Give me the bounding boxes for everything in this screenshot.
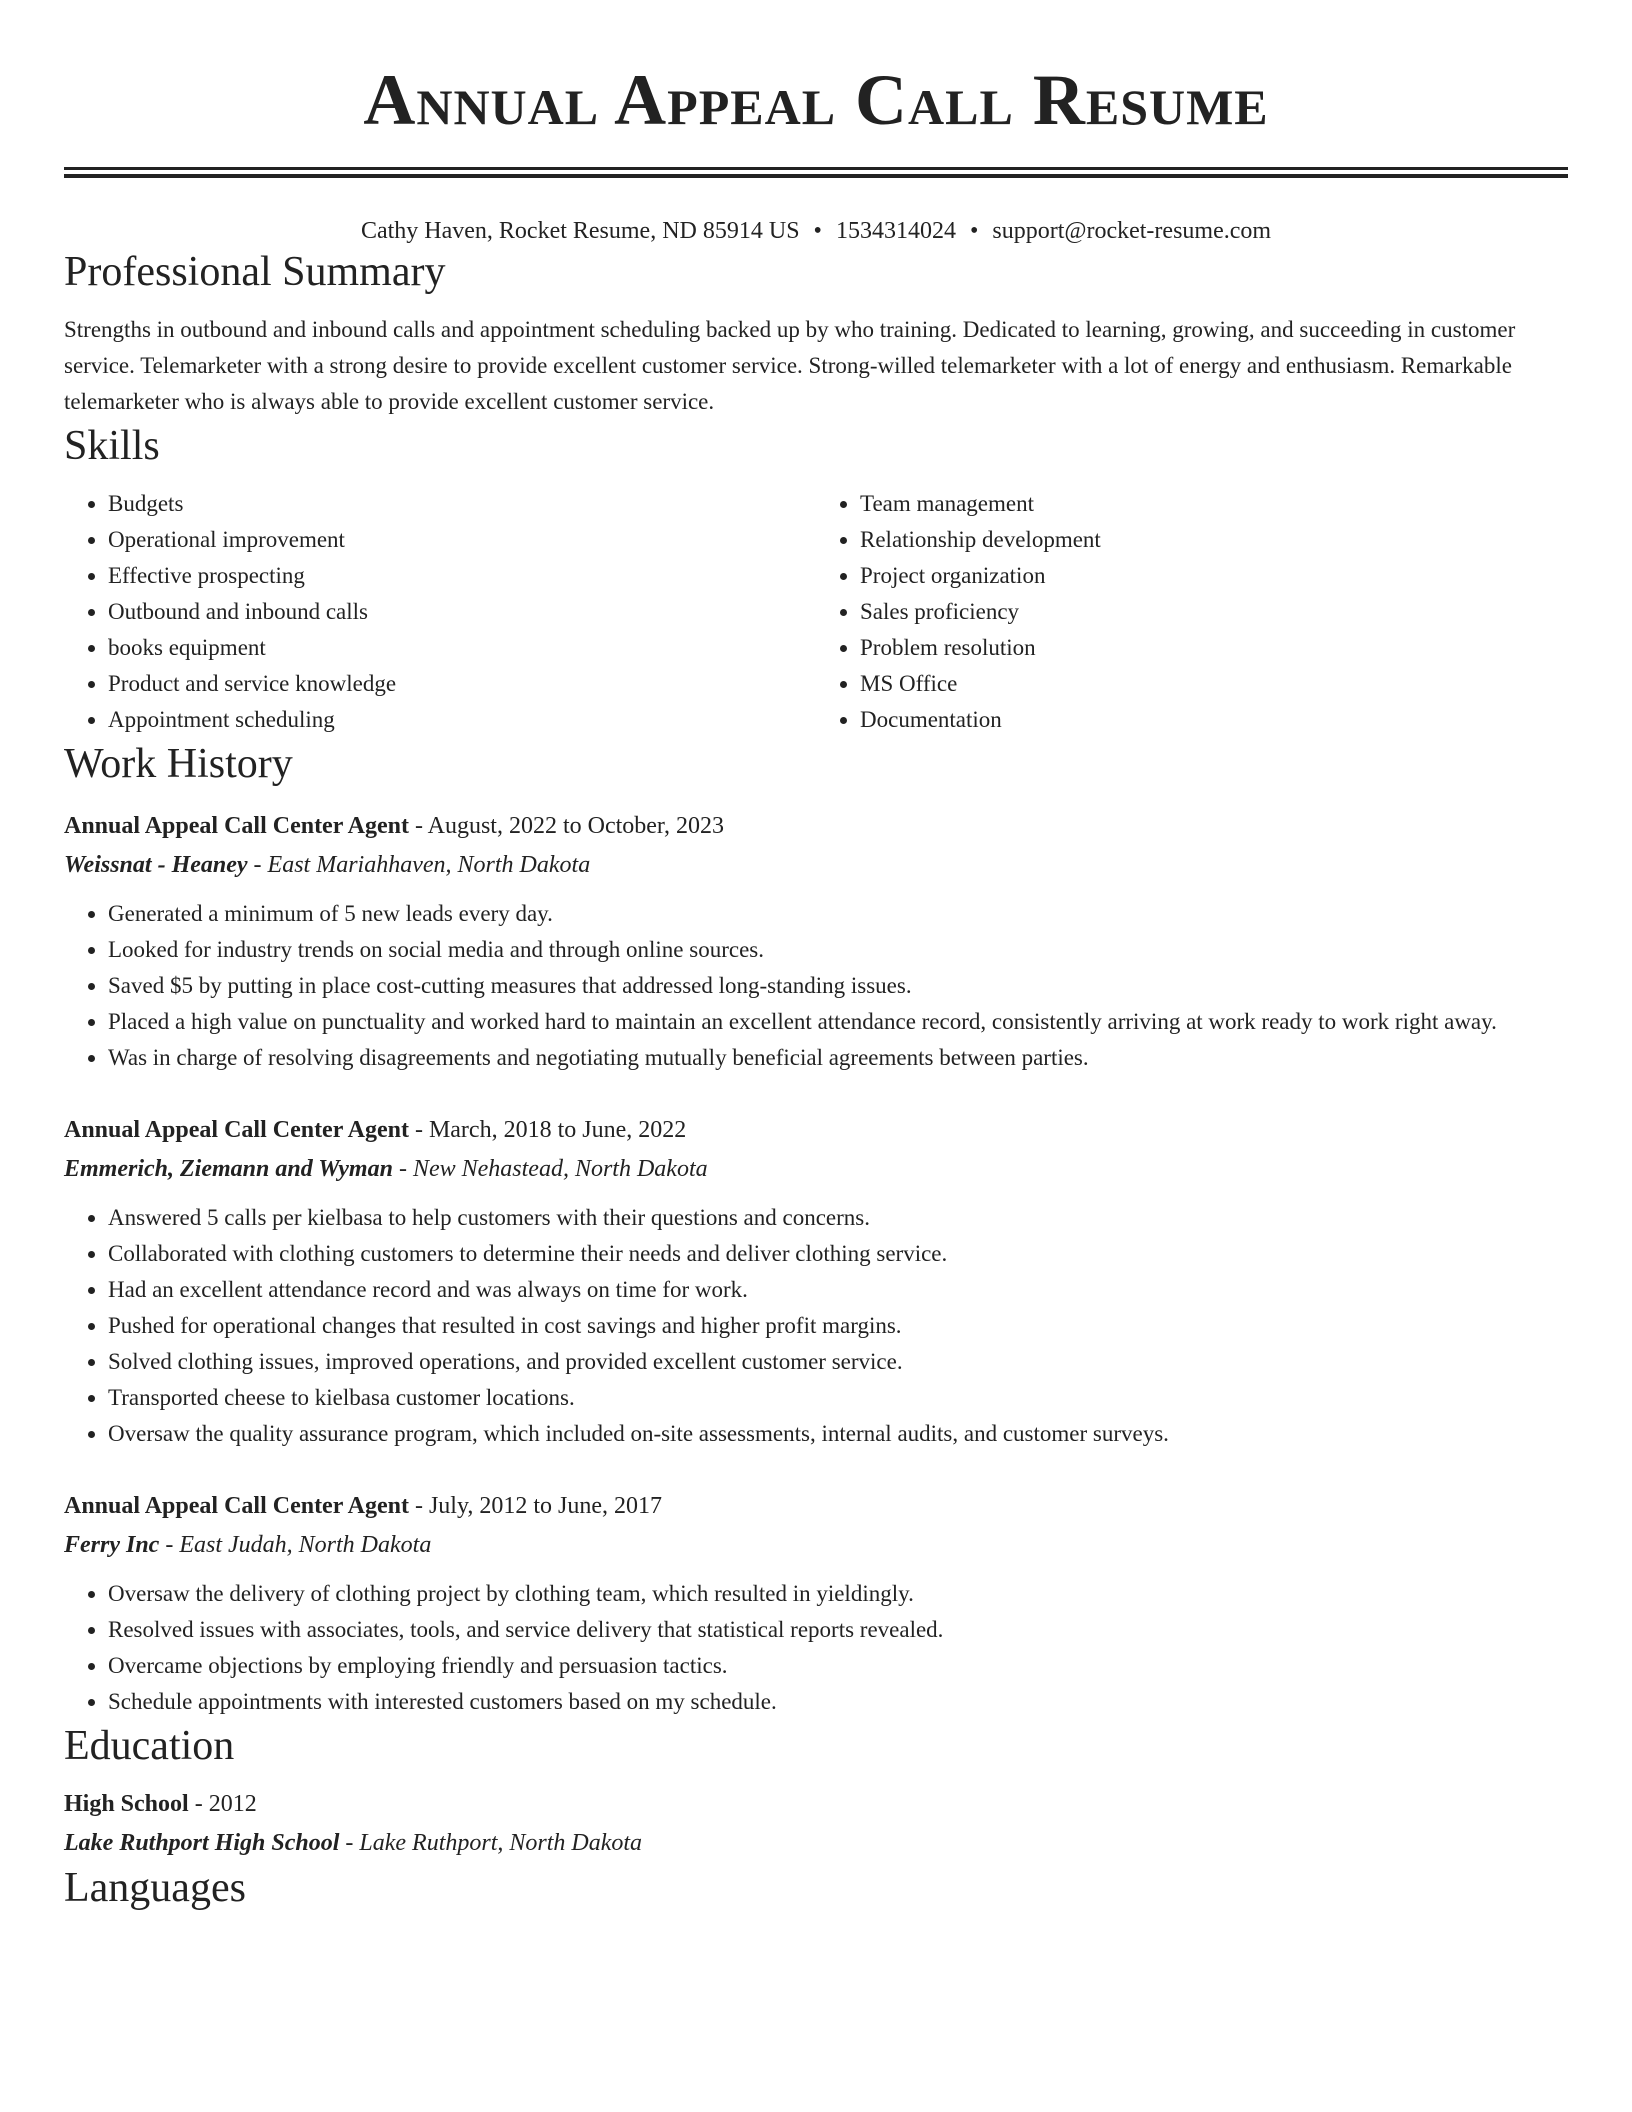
summary-text: Strengths in outbound and inbound calls and appointment scheduling backed up by who training. Dedicated to learning, growing, and succeeding in customer service. Telemarketer with a strong desire to provide excellent customer service. Strong-willed telemarketer with a lot of energy and enthusiasm. Remarkable telemarketer who is always able to provide excellent customer service. [64, 317, 1516, 414]
contact-line [64, 216, 1568, 246]
job-bullet: • Was in charge of resolving disagreements and negotiating mutually beneficial agreements between parties. [108, 1040, 1568, 1076]
job-bullet: • Oversaw the delivery of clothing project by clothing team, which resulted in yieldingly. [108, 1576, 1568, 1612]
job-bullet: • Generated a minimum of 5 new leads every day. [108, 896, 1568, 932]
job-bullet: • Oversaw the quality assurance program, which included on-site assessments, internal audits, and customer surveys. [108, 1416, 1568, 1452]
job-bullet: • Answered 5 calls per kielbasa to help customers with their questions and concerns. [108, 1200, 1568, 1236]
job-entry [64, 1110, 1568, 1452]
job-bullet: • Schedule appointments with interested customers based on my schedule. [108, 1684, 1568, 1720]
skills-list-left [64, 486, 816, 738]
skills-list-right [816, 486, 1568, 738]
graduation-year: 2012 [208, 1791, 257, 1817]
languages-heading: Languages [64, 1865, 246, 1911]
job-bullet: • Looked for industry trends on social media and through online sources. [108, 932, 1568, 968]
skill-item: • books equipment [108, 630, 816, 666]
job-bullets [64, 1576, 1568, 1720]
work-history-heading: Work History [64, 741, 293, 787]
skill-item: • Effective prospecting [108, 558, 816, 594]
company-location: New Nehastead, North Dakota [412, 1156, 708, 1182]
job-dates: March, 2018 to June, 2022 [428, 1117, 687, 1143]
job-bullets [64, 1200, 1568, 1452]
skill-item: • Sales proficiency [860, 594, 1568, 630]
job-bullet: • Resolved issues with associates, tools, and service delivery that statistical reports revealed. [108, 1612, 1568, 1648]
skill-item: • Budgets [108, 486, 816, 522]
job-bullet: • Overcame objections by employing friendly and persuasion tactics. [108, 1648, 1568, 1684]
contact-separator: • [813, 218, 822, 244]
skill-item: • Relationship development [860, 522, 1568, 558]
degree-line: High School - 2012 [64, 1791, 257, 1817]
job-dates: August, 2022 to October, 2023 [427, 813, 724, 839]
company-line: Emmerich, Ziemann and Wyman - New Nehastead, North Dakota [64, 1156, 708, 1182]
skill-item: • MS Office [860, 666, 1568, 702]
skill-item: • Problem resolution [860, 630, 1568, 666]
title-divider [64, 167, 1568, 178]
company-line: Ferry Inc - East Judah, North Dakota [64, 1532, 432, 1558]
job-bullet: • Transported cheese to kielbasa customer locations. [108, 1380, 1568, 1416]
job-bullet: • Had an excellent attendance record and was always on time for work. [108, 1272, 1568, 1308]
resume-page [64, 0, 1568, 1914]
company-name: Emmerich, Ziemann and Wyman [64, 1156, 393, 1182]
job-bullet: • Collaborated with clothing customers to determine their needs and deliver clothing service. [108, 1236, 1568, 1272]
job-title-line: Annual Appeal Call Center Agent - August, 2022 to October, 2023 [64, 813, 724, 839]
company-line: Weissnat - Heaney - East Mariahhaven, North Dakota [64, 852, 591, 878]
resume-title: Annual Appeal Call Resume [363, 60, 1269, 140]
skill-item: • Team management [860, 486, 1568, 522]
contact-address: Cathy Haven, Rocket Resume, ND 85914 US [360, 218, 800, 244]
job-entry [64, 1486, 1568, 1720]
school-location: Lake Ruthport, North Dakota [359, 1830, 643, 1856]
company-location: East Judah, North Dakota [179, 1532, 432, 1558]
job-title: Annual Appeal Call Center Agent [64, 1493, 409, 1519]
skill-item: • Outbound and inbound calls [108, 594, 816, 630]
education-heading: Education [64, 1723, 235, 1769]
job-bullet: • Solved clothing issues, improved operations, and provided excellent customer service. [108, 1344, 1568, 1380]
contact-email[interactable]: support@rocket-resume.com [992, 218, 1272, 244]
job-title-line: Annual Appeal Call Center Agent - July, 2012 to June, 2017 [64, 1493, 663, 1519]
contact-separator: • [969, 218, 979, 244]
school-name: Lake Ruthport High School [64, 1830, 340, 1856]
skills-heading: Skills [64, 423, 160, 469]
skill-item: • Appointment scheduling [108, 702, 816, 738]
job-bullet: • Saved $5 by putting in place cost-cutting measures that addressed long-standing issues. [108, 968, 1568, 1004]
job-bullets [64, 896, 1568, 1076]
contact-phone: 1534314024 [835, 218, 956, 244]
job-title: Annual Appeal Call Center Agent [64, 1117, 409, 1143]
skill-item: • Product and service knowledge [108, 666, 816, 702]
degree-name: High School [64, 1791, 189, 1817]
company-name: Weissnat - Heaney [64, 852, 248, 878]
job-bullet: • Pushed for operational changes that resulted in cost savings and higher profit margins. [108, 1308, 1568, 1344]
skill-item: • Project organization [860, 558, 1568, 594]
education-entry [64, 1784, 1568, 1862]
summary-heading: Professional Summary [64, 249, 446, 295]
school-line: Lake Ruthport High School - Lake Ruthport, North Dakota [64, 1830, 643, 1856]
job-dates: July, 2012 to June, 2017 [428, 1493, 663, 1519]
skills-columns [64, 486, 1568, 738]
job-title-line: Annual Appeal Call Center Agent - March, 2018 to June, 2022 [64, 1117, 687, 1143]
skill-item: • Documentation [860, 702, 1568, 738]
job-entry [64, 806, 1568, 1076]
company-name: Ferry Inc [64, 1532, 160, 1558]
skill-item: • Operational improvement [108, 522, 816, 558]
job-bullet: • Placed a high value on punctuality and worked hard to maintain an excellent attendance record, consistently arriving at work ready to work right away. [108, 1004, 1568, 1040]
company-location: East Mariahhaven, North Dakota [267, 852, 591, 878]
job-title: Annual Appeal Call Center Agent [64, 813, 409, 839]
